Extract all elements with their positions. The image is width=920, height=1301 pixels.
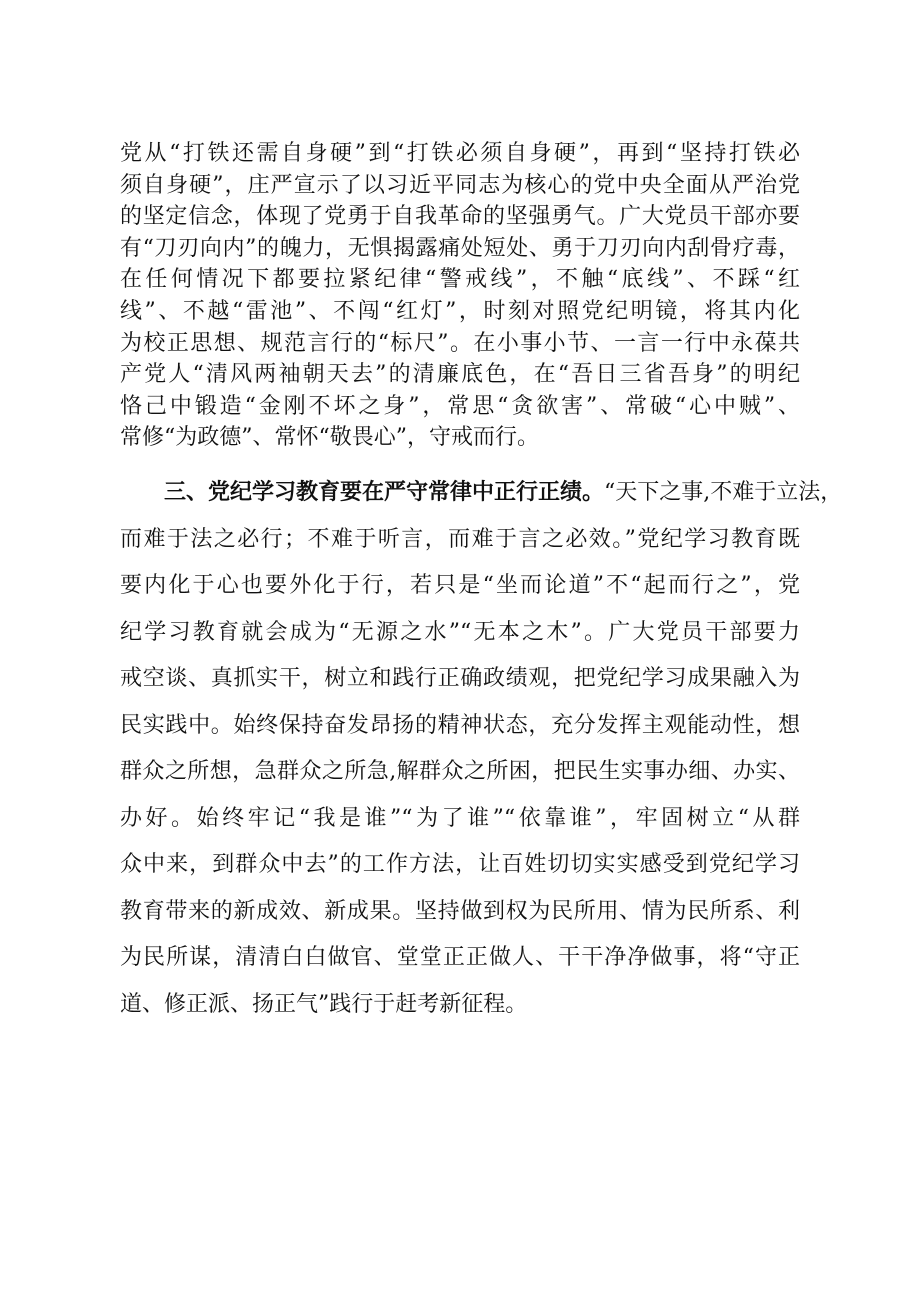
paragraph-line: 在任何情况下都要拉紧纪律“警戒线”，不触“底线”、不踩“红 — [120, 267, 800, 293]
paragraph-first-line — [120, 470, 843, 517]
paragraph-line: 民实践中。始终保持奋发昂扬的精神状态，充分发挥主观能动性，想 — [120, 712, 800, 738]
paragraph-line: 众中来，到群众中去”的工作方法，让百姓切切实实感受到党纪学习 — [120, 852, 800, 877]
paragraph-line: 办好。始终牢记“我是谁”“为了谁”“依靠谁”，牢固树立“从群 — [120, 805, 800, 831]
paragraph-line: 道、修正派、扬正气”践行于赶考新征程。 — [120, 991, 528, 1017]
paragraph-line: 纪学习教育就会成为“无源之水”“无本之木”。广大党员干部要力 — [120, 619, 800, 645]
paragraph-line: 而难于法之必行；不难于听言，而难于言之必效。”党纪学习教育既 — [120, 526, 800, 552]
paragraph-line: 常修“为政德”、常怀“敬畏心”，守戒而行。 — [120, 425, 539, 451]
paragraph-1 — [120, 138, 800, 454]
paragraph-line: 有“刀刃向内”的魄力，无惧揭露痛处短处、勇于刀刃向内刮骨疗毒， — [120, 235, 800, 261]
paragraph-line: 线”、不越“雷池”、不闯“红灯”，时刻对照党纪明镜，将其内化 — [120, 298, 800, 324]
paragraph-line: 为校正思想、规范言行的“标尺”。在小事小节、一言一行中永葆共 — [120, 330, 800, 356]
quote-start: “天下之事,不难于立法， — [604, 480, 843, 505]
paragraph-line: 恪己中锻造“金刚不坏之身”，常思“贪欲害”、常破“心中贼”、 — [120, 393, 800, 419]
paragraph-line: 教育带来的新成效、新成果。坚持做到权为民所用、情为民所系、利 — [120, 898, 800, 924]
paragraph-line: 须自身硬”，庄严宣示了以习近平同志为核心的党中央全面从严治党 — [120, 172, 800, 198]
section-heading: 三、党纪学习教育要在严守常律中正行正绩。 — [164, 480, 605, 505]
paragraph-line: 群众之所想，急群众之所急,解群众之所困，把民生实事办细、办实、 — [120, 759, 800, 784]
paragraph-line: 要内化于心也要外化于行，若只是“坐而论道”不“起而行之”，党 — [120, 573, 800, 598]
paragraph-line: 为民所谋，清清白白做官、堂堂正正做人、干干净净做事，将“守正 — [120, 945, 800, 970]
paragraph-line: 的坚定信念，体现了党勇于自我革命的坚强勇气。广大党员干部亦要 — [120, 204, 800, 230]
paragraph-line: 戒空谈、真抓实干，树立和践行正确政绩观，把党纪学习成果融入为 — [120, 666, 800, 691]
paragraph-line: 产党人“清风两袖朝天去”的清廉底色，在“吾日三省吾身”的明纪 — [120, 362, 800, 388]
paragraph-2 — [120, 470, 843, 1028]
paragraph-line: 党从“打铁还需自身硬”到“打铁必须自身硬”，再到“坚持打铁必 — [120, 141, 800, 166]
